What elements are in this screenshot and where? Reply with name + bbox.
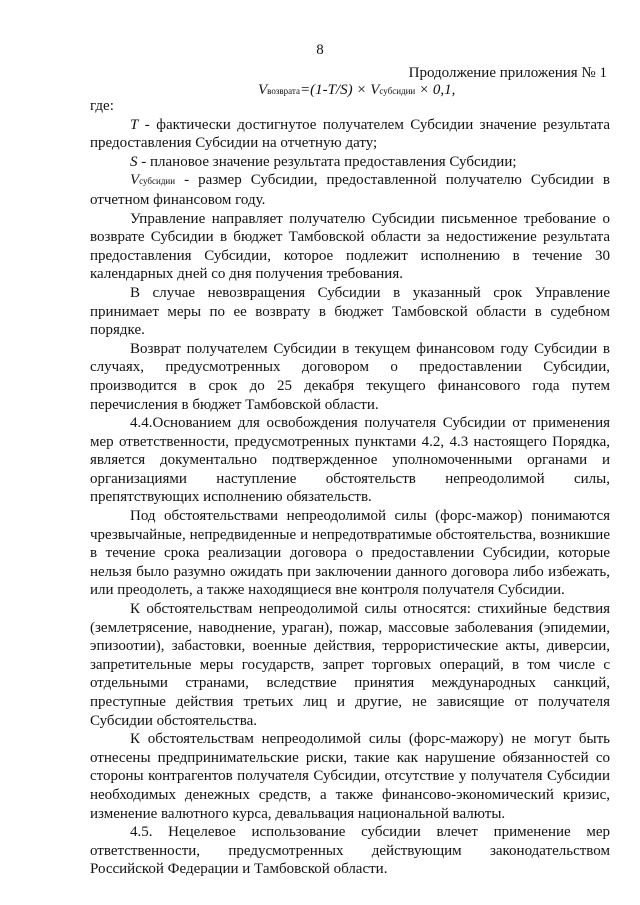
definition-v [90, 171, 610, 209]
formula-v2-letter: V [370, 82, 380, 98]
paragraph-4-4-exemption: 4.4.Основанием для освобождения получателя Субсидии от применения мер ответственности, предусмотренных пунктами 4.2, 4.3 настоящего Порядка, является документально подтвержденное уполномоченными органами и организациями наступление обстоятельств непреодолимой силы, препятствующих исполнению обязательств. [90, 415, 610, 506]
paragraph-force-majeure-list: К обстоятельствам непреодолимой силы относятся: стихийные бедствия (землетрясение, наводнение, ураган), пожар, массовые заболевания (эпидемии, эпизоотии), забастовки, военные действия, террористические акты, диверсии, запретительные меры государств, запрет торговых операций, в том числе с отдельными странами, вследствие принятия международных санкций, преступные действия третьих лиц и другие, не зависящие от получателя Субсидии обстоятельства. [90, 601, 610, 729]
definition-s [90, 153, 610, 172]
formula-middle: =(1-T/S) × [299, 82, 371, 98]
formula-tail: × 0,1, [415, 82, 456, 98]
definition-v-text: - размер Субсидии, предоставленной получателю Субсидии в отчетном финансовом году. [90, 172, 610, 208]
definition-t-text: - фактически достигнутое получателем Субсидии значение результата предоставления Субсидии на отчетную дату; [90, 116, 610, 152]
paragraph-current-year-return: Возврат получателем Субсидии в текущем финансовом году Субсидии в случаях, предусмотренных договором о предоставлении Субсидии, производится в срок до 25 декабря текущего финансового года путем перечисления в бюджет Тамбовской области. [90, 340, 610, 413]
definition-t-symbol: T [130, 116, 139, 133]
appendix-continuation-note: Продолжение приложения № 1 [408, 65, 607, 81]
formula-v2-subscript: субсидии [379, 86, 416, 96]
paragraph-force-majeure-exclusions: К обстоятельствам непреодолимой силы (форс-мажору) не могут быть отнесены предпринимательские риски, такие как нарушение обязанностей со стороны контрагентов получателя Субсидии, отсутствие у получателя Субсидии необходимых денежных средств, а также финансово-экономический кризис, изменение валютного курса, девальвация национальной валюты. [90, 731, 610, 822]
definition-v-subscript: субсидии [139, 176, 176, 187]
where-label: где: [90, 98, 114, 114]
paragraph-non-return: В случае невозвращения Субсидии в указанный срок Управление принимает меры по ее возврату в бюджет Тамбовской области в судебном порядке. [90, 284, 610, 339]
paragraph-refund-demand: Управление направляет получателю Субсидии письменное требование о возврате Субсидии в бюджет Тамбовской области за недостижение результата предоставления Субсидии, которое подлежит исполнению в течение 30 календарных дней со дня получения требования. [90, 210, 610, 283]
formula-v-letter: V [258, 82, 268, 98]
definition-t [90, 116, 610, 153]
document-body [90, 97, 610, 879]
paragraph-4-5-misuse: 4.5. Нецелевое использование субсидии влечет применение мер ответственности, предусмотренных действующим законодательством Российской Федерации и Тамбовской области. [90, 824, 610, 878]
definition-s-text: - плановое значение результата предоставления Субсидии; [137, 153, 517, 170]
formula-v-subscript: возврата [267, 86, 300, 96]
definition-s-symbol: S [130, 153, 138, 170]
page-number: 8 [316, 42, 324, 58]
definition-v-symbol: V [130, 172, 140, 189]
paragraph-force-majeure-definition: Под обстоятельствами непреодолимой силы (форс-мажор) понимаются чрезвычайные, непредвиденные и непредотвратимые обстоятельства, возникшие в течение срока реализации договора о предоставлении Субсидии, которые нельзя было разумно ожидать при заключении данного договора либо избежать, или преодолеть, а также находящиеся вне контроля получателя Субсидии. [90, 508, 610, 599]
